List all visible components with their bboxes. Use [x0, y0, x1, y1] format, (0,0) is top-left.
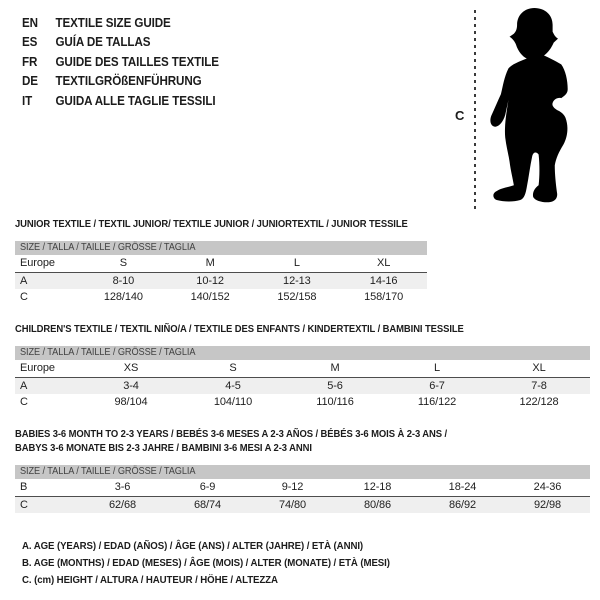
language-code: DE [22, 74, 38, 89]
table-heading-line: JUNIOR TEXTILE / TEXTIL JUNIOR/ TEXTILE JUNIOR / JUNIORTEXTIL / JUNIOR TESSILE [15, 218, 408, 230]
size-header-bar [15, 241, 427, 255]
table-row [15, 479, 590, 496]
table-cell: XL [532, 362, 546, 374]
table-cell: 128/140 [103, 291, 143, 303]
language-row [22, 13, 219, 33]
table-cell: 80/86 [363, 499, 392, 511]
table-cell: 4-5 [225, 380, 241, 392]
row-label: C [20, 291, 28, 303]
table-row [15, 360, 590, 377]
language-row [22, 72, 219, 92]
table-cell: 24-36 [533, 481, 562, 493]
table-cell: L [433, 362, 441, 374]
size-header-text: SIZE / TALLA / TAILLE / GRÖSSE / TAGLIA [20, 242, 196, 253]
language-title: TEXTILE SIZE GUIDE [55, 15, 171, 30]
table-cell: 116/122 [417, 396, 457, 408]
baby-silhouette-icon [488, 6, 572, 206]
table-cell: 5-6 [327, 380, 343, 392]
size-header-text: SIZE / TALLA / TAILLE / GRÖSSE / TAGLIA [20, 466, 196, 477]
height-measure-label: C [455, 108, 465, 123]
table-cell: 92/98 [533, 499, 562, 511]
language-row [22, 91, 219, 111]
table-heading [15, 427, 590, 455]
table-heading [15, 322, 590, 336]
table-cell: 7-8 [531, 380, 547, 392]
table-cell: 152/158 [277, 291, 317, 303]
language-title: GUIDE DES TAILLES TEXTILE [55, 54, 219, 69]
table-cell: 3-4 [123, 380, 139, 392]
table-cell: 98/104 [114, 396, 148, 408]
language-row [22, 52, 219, 72]
table-cell: 6-9 [199, 481, 216, 493]
table-row [15, 273, 427, 289]
table-cell: 12-18 [363, 481, 392, 493]
table-cell: 6-7 [429, 380, 445, 392]
table-cell: 3-6 [114, 481, 131, 493]
language-code: FR [22, 54, 38, 69]
language-title-list [22, 13, 234, 111]
table-cell: 122/128 [519, 396, 559, 408]
table-cell: 140/152 [190, 291, 230, 303]
table-cell: 12-13 [283, 275, 311, 287]
table-row [15, 497, 590, 513]
table-cell: S [119, 257, 127, 269]
table-cell: 9-12 [281, 481, 304, 493]
table-cell: S [229, 362, 237, 374]
table-cell: 86/92 [448, 499, 477, 511]
table-row [15, 394, 590, 411]
table-cell: 104/110 [213, 396, 253, 408]
table-row [15, 255, 427, 272]
height-measure-dashed-line [474, 10, 476, 210]
language-title: TEXTILGRÖßENFÜHRUNG [55, 74, 202, 89]
table-cell: 62/68 [108, 499, 137, 511]
legend-note: C. (cm) HEIGHT / ALTURA / HAUTEUR / HÖHE / ALTEZZA [22, 574, 278, 586]
size-header-bar [15, 465, 590, 479]
legend-note: A. AGE (YEARS) / EDAD (AÑOS) / ÂGE (ANS) / ALTER (JAHRE) / ETÀ (ANNI) [22, 540, 364, 552]
language-title: GUIDA ALLE TAGLIE TESSILI [55, 93, 216, 108]
table-row [15, 289, 427, 306]
table-cell: 10-12 [196, 275, 224, 287]
table-cell: M [330, 362, 340, 374]
table-heading-line: BABIES 3-6 MONTH TO 2-3 YEARS / BEBÉS 3-6 MESES A 2-3 AÑOS / BÉBÉS 3-6 MOIS À 2-3 ANS / [15, 428, 448, 440]
row-label: Europe [20, 362, 55, 374]
legend-notes [22, 538, 422, 589]
size-table [15, 322, 590, 411]
size-header-bar [15, 346, 590, 360]
table-cell: 74/80 [278, 499, 307, 511]
size-table [15, 427, 590, 513]
table-heading [15, 217, 427, 231]
table-cell: 158/170 [364, 291, 404, 303]
size-table [15, 217, 427, 306]
row-label: C [20, 499, 28, 511]
row-label: C [20, 396, 28, 408]
row-label: Europe [20, 257, 55, 269]
table-cell: XL [376, 257, 391, 269]
language-code: IT [22, 93, 33, 108]
row-label: B [20, 481, 28, 493]
language-code: EN [22, 15, 38, 30]
table-cell: 68/74 [193, 499, 222, 511]
size-header-text: SIZE / TALLA / TAILLE / GRÖSSE / TAGLIA [20, 347, 196, 358]
table-cell: 18-24 [448, 481, 477, 493]
language-title: GUÍA DE TALLAS [55, 35, 151, 50]
table-cell: M [205, 257, 215, 269]
table-cell: 110/116 [316, 396, 354, 408]
legend-note: B. AGE (MONTHS) / EDAD (MESES) / ÂGE (MOIS) / ALTER (MONATE) / ETÀ (MESI) [22, 557, 390, 569]
table-cell: 14-16 [369, 275, 398, 287]
table-heading-line: CHILDREN'S TEXTILE / TEXTIL NIÑO/A / TEXTILE DES ENFANTS / KINDERTEXTIL / BAMBINI TESSILE [15, 323, 464, 335]
row-label: A [20, 275, 28, 287]
language-row [22, 33, 219, 53]
language-code: ES [22, 35, 38, 50]
row-label: A [20, 380, 28, 392]
table-row [15, 378, 590, 394]
table-cell: XS [123, 362, 139, 374]
table-cell: 8-10 [112, 275, 135, 287]
table-heading-line: BABYS 3-6 MONATE BIS 2-3 JAHRE / BAMBINI 3-6 MESI A 2-3 ANNI [15, 442, 312, 454]
table-cell: L [293, 257, 300, 269]
